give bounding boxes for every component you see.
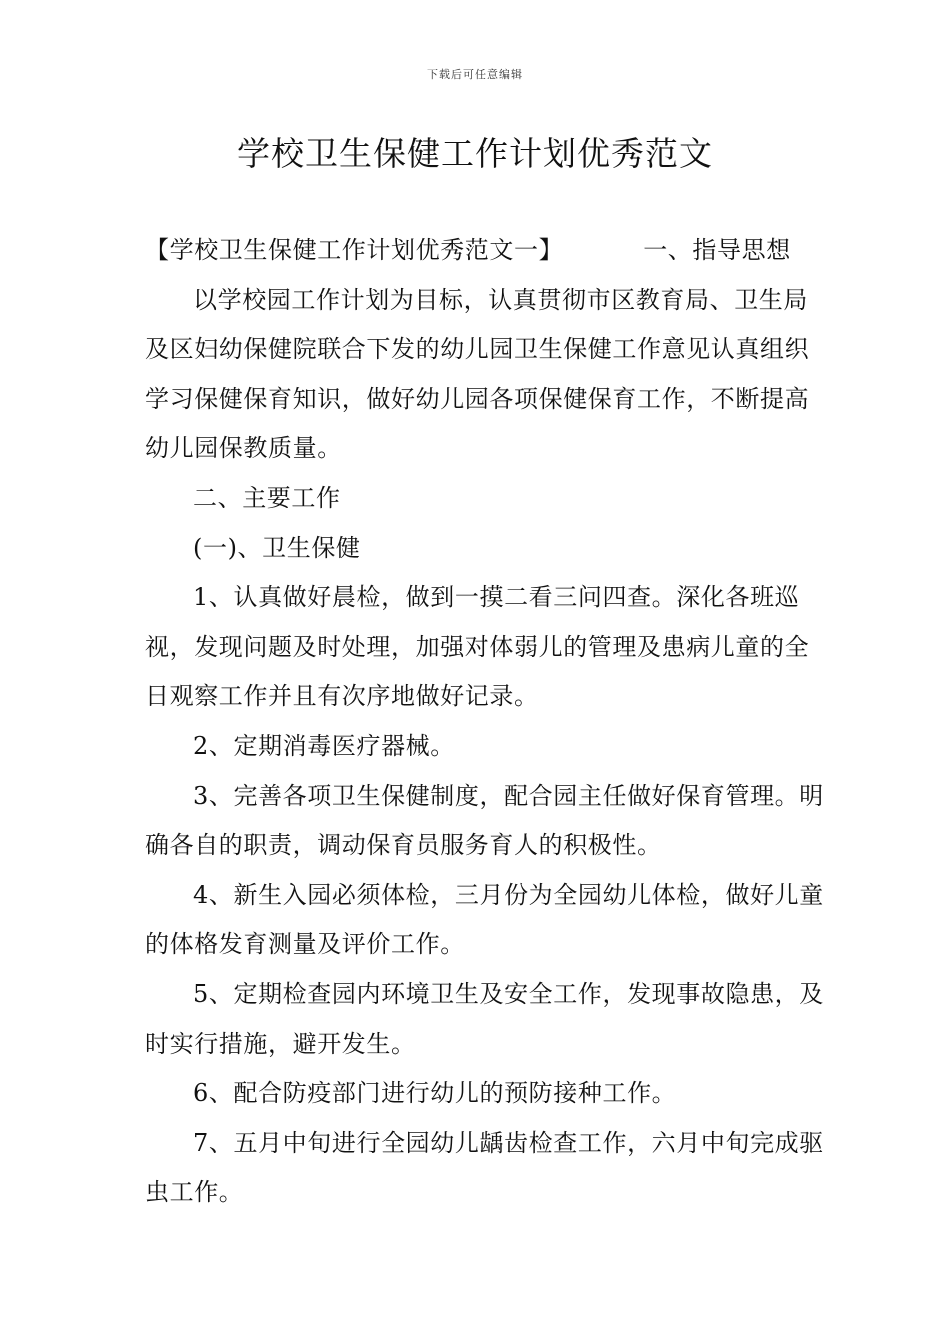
document-title: 学校卫生保健工作计划优秀范文: [237, 134, 713, 173]
list-item-4: 4、新生入园必须体检，三月份为全园幼儿体检，做好儿童的体格发育测量及评价工作。: [145, 880, 824, 959]
list-item-1: 1、认真做好晨检，做到一摸二看三问四查。深化各班巡视，发现问题及时处理，加强对体弱儿的管理及患病儿童的全日观察工作并且有次序地做好记录。: [145, 583, 810, 711]
section-heading-line: [145, 226, 825, 276]
heading-health-care: (一)、卫生保健: [193, 533, 361, 562]
header-note: 下载后可任意编辑: [427, 68, 523, 81]
list-item-5: 5、定期检查园内环境卫生及安全工作，发现事故隐患，及时实行措施，避开发生。: [145, 979, 824, 1058]
list-item-7: 7、五月中旬进行全园幼儿龋齿检查工作，六月中旬完成驱虫工作。: [145, 1128, 824, 1207]
first-heading: 一、指导思想: [643, 236, 791, 264]
section-label: 【学校卫生保健工作计划优秀范文一】: [145, 236, 564, 264]
paragraph-guiding-thought: 以学校园工作计划为目标，认真贯彻市区教育局、卫生局及区妇幼保健院联合下发的幼儿园卫生保健工作意见认真组织学习保健保育知识，做好幼儿园各项保健保育工作，不断提高幼儿园保教质量。: [145, 285, 810, 463]
list-item-6: 6、配合防疫部门进行幼儿的预防接种工作。: [193, 1079, 677, 1108]
document-body: [145, 226, 825, 1218]
list-item-2: 2、定期消毒医疗器械。: [193, 731, 455, 760]
heading-main-work: 二、主要工作: [193, 483, 341, 512]
list-item-3: 3、完善各项卫生保健制度，配合园主任做好保育管理。明确各自的职责，调动保育员服务育人的积极性。: [145, 781, 824, 860]
